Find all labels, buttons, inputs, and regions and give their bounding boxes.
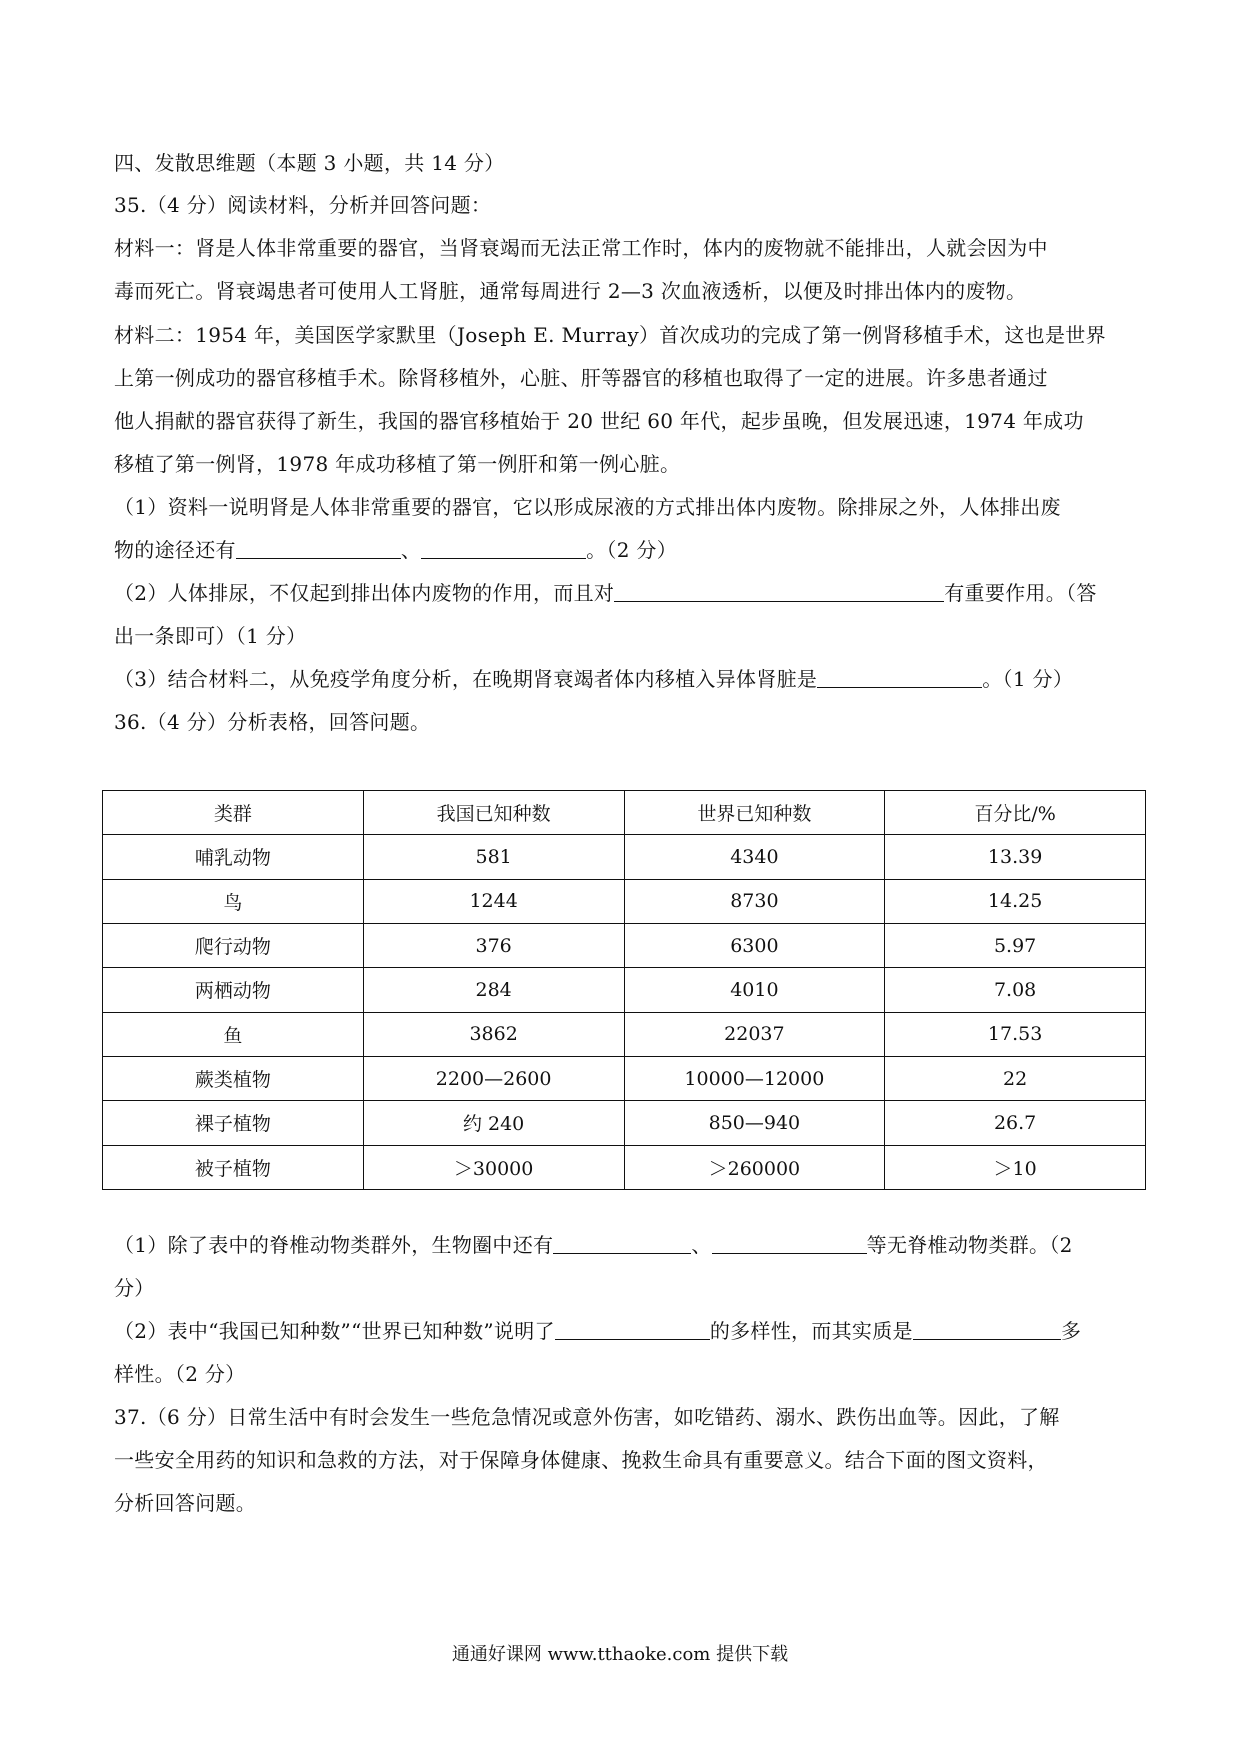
table-header-cell: 百分比/% (885, 791, 1146, 835)
q35-sub2-line-1 (114, 580, 1134, 606)
q36-sub1-text-a: （1）除了表中的脊椎动物类群外，生物圈中还有 (114, 1233, 554, 1257)
material-one-line-1: 材料一：肾是人体非常重要的器官，当肾衰竭而无法正常工作时，体内的废物就不能排出，人就会因为中 (114, 236, 1048, 260)
table-header-row (103, 791, 1146, 835)
table-header-cell: 我国已知种数 (363, 791, 624, 835)
table-cell: 3862 (363, 1012, 624, 1056)
q35-sub1-text-a: 物的途径还有 (114, 538, 236, 562)
table-cell: 22 (885, 1056, 1146, 1100)
q35-sub3-text-a: （3）结合材料二，从免疫学角度分析，在晚期肾衰竭者体内移植入异体肾脏是 (114, 667, 818, 691)
table-row (103, 1101, 1146, 1145)
material-two-line-2: 上第一例成功的器官移植手术。除肾移植外，心脏、肝等器官的移植也取得了一定的进展。许多患者通过 (114, 366, 1048, 390)
q36-sub1-line-1 (114, 1232, 1134, 1258)
answer-blank[interactable] (236, 538, 401, 559)
material-one-line-2: 毒而死亡。肾衰竭患者可使用人工肾脏，通常每周进行 2—3 次血液透析，以便及时排出体内的废物。 (114, 279, 1027, 303)
table-cell: 8730 (624, 879, 885, 923)
q35-sub3-line (114, 666, 1134, 692)
table-cell: ＞30000 (363, 1145, 624, 1189)
table-row (103, 835, 1146, 879)
table-row (103, 968, 1146, 1012)
table-cell: 10000—12000 (624, 1056, 885, 1100)
answer-blank[interactable] (614, 581, 944, 602)
table-cell: 4010 (624, 968, 885, 1012)
q35-sub2-line-2: 出一条即可）（1 分） (114, 624, 307, 648)
q36-sub2-text-c: 多 (1060, 1319, 1082, 1343)
table-header-cell: 世界已知种数 (624, 791, 885, 835)
table-row (103, 923, 1146, 967)
table-header-cell: 类群 (103, 791, 364, 835)
table-cell: 爬行动物 (103, 923, 364, 967)
q36-sub2-text-a: （2）表中“我国已知种数”“世界已知种数”说明了 (114, 1319, 555, 1343)
table-cell: 850—940 (624, 1101, 885, 1145)
q37-line-1: 37.（6 分）日常生活中有时会发生一些危急情况或意外伤害，如吃错药、溺水、跌伤出血等。因此，了解 (114, 1405, 1060, 1429)
table-cell: 6300 (624, 923, 885, 967)
table-cell: 376 (363, 923, 624, 967)
table-row (103, 1056, 1146, 1100)
q36-sub2-text-b: 的多样性，而其实质是 (709, 1319, 913, 1343)
q35-sub1-line-2 (114, 537, 1134, 563)
table-cell: 581 (363, 835, 624, 879)
section-title: 四、发散思维题（本题 3 小题，共 14 分） (114, 151, 505, 175)
table-row (103, 879, 1146, 923)
table-cell: 鱼 (103, 1012, 364, 1056)
q37-line-3: 分析回答问题。 (114, 1491, 257, 1515)
table-cell: 7.08 (885, 968, 1146, 1012)
q36-sub2-line-1 (114, 1318, 1134, 1344)
material-two-line-1: 材料二：1954 年，美国医学家默里（Joseph E. Murray）首次成功的完成了第一例肾移植手术，这也是世界 (114, 323, 1106, 347)
table-cell: 鸟 (103, 879, 364, 923)
q35-sub2-text-a: （2）人体排尿，不仅起到排出体内废物的作用，而且对 (114, 581, 615, 605)
table-cell: 被子植物 (103, 1145, 364, 1189)
table-cell: 哺乳动物 (103, 835, 364, 879)
table-cell: 2200—2600 (363, 1056, 624, 1100)
table-cell: 22037 (624, 1012, 885, 1056)
q37-line-2: 一些安全用药的知识和急救的方法，对于保障身体健康、挽救生命具有重要意义。结合下面的图文资料， (114, 1448, 1048, 1472)
material-two-line-4: 移植了第一例肾，1978 年成功移植了第一例肝和第一例心脏。 (114, 452, 681, 476)
table-cell: 4340 (624, 835, 885, 879)
table-cell: ＞260000 (624, 1145, 885, 1189)
species-table (102, 790, 1146, 1190)
table-row (103, 1012, 1146, 1056)
table-cell: 两栖动物 (103, 968, 364, 1012)
q35-sub1-line-1: （1）资料一说明肾是人体非常重要的器官，它以形成尿液的方式排出体内废物。除排尿之外，人体排出废 (114, 495, 1061, 519)
answer-blank[interactable] (555, 1319, 710, 1340)
table-cell: 14.25 (885, 879, 1146, 923)
answer-blank[interactable] (553, 1233, 691, 1254)
answer-blank[interactable] (817, 667, 982, 688)
table-cell: 284 (363, 968, 624, 1012)
table-cell: 1244 (363, 879, 624, 923)
table-row (103, 1145, 1146, 1189)
answer-blank[interactable] (421, 538, 586, 559)
q36-sub2-line-2: 样性。（2 分） (114, 1362, 246, 1386)
table-cell: 17.53 (885, 1012, 1146, 1056)
q36-sub1-text-b: 等无脊椎动物类群。（2 (866, 1233, 1073, 1257)
answer-blank[interactable] (712, 1233, 867, 1254)
table-cell: 5.97 (885, 923, 1146, 967)
material-two-line-3: 他人捐献的器官获得了新生，我国的器官移植始于 20 世纪 60 年代，起步虽晚，但发展迅速，1974 年成功 (114, 409, 1084, 433)
table-cell: 蕨类植物 (103, 1056, 364, 1100)
answer-blank[interactable] (913, 1319, 1061, 1340)
table-cell: 约 240 (363, 1101, 624, 1145)
q36-sub1-line-2: 分） (114, 1276, 155, 1300)
page-footer: 通通好课网 www.tthaoke.com 提供下载 (451, 1644, 789, 1665)
q35-header: 35.（4 分）阅读材料，分析并回答问题： (114, 193, 492, 217)
table-cell: 26.7 (885, 1101, 1146, 1145)
table-cell: 13.39 (885, 835, 1146, 879)
separator: 、 (400, 538, 422, 562)
q35-sub1-text-b: 。（2 分） (586, 538, 678, 562)
q35-sub3-text-b: 。（1 分） (982, 667, 1074, 691)
table-cell: ＞10 (885, 1145, 1146, 1189)
table-cell: 裸子植物 (103, 1101, 364, 1145)
q36-header: 36.（4 分）分析表格，回答问题。 (114, 710, 431, 734)
q35-sub2-text-b: 有重要作用。（答 (944, 581, 1097, 605)
separator: 、 (691, 1233, 712, 1257)
